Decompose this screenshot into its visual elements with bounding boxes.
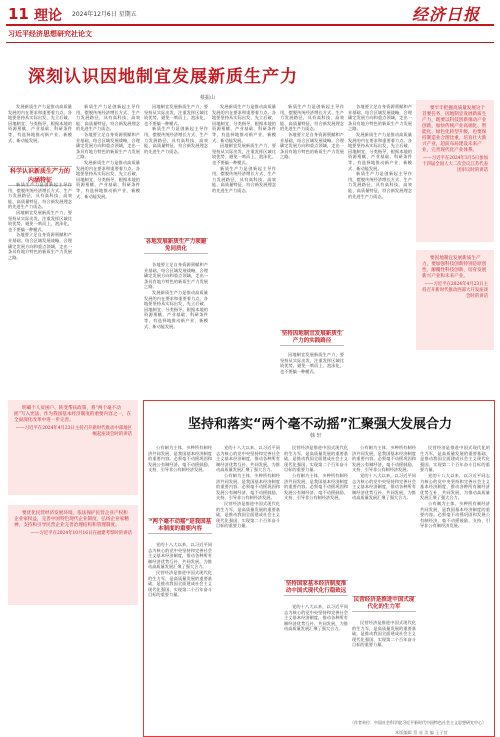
article2-paragraph: 党的十八大以来，以习近平同志为核心的党中央坚持和完善社会主义基本经济制度，推动各种所有制经济优势互补、共同发展，为推动高质量发展汇聚了强大合力。 — [216, 445, 280, 473]
issue-date: 2024年12月6日 星期五 — [72, 11, 137, 18]
column-label: 习近平经济思想研究社论文 — [8, 30, 92, 38]
article1-paragraph: 新质生产力是创新起主导作用，摆脱传统经济增长方式、生产力发展路径，具有高科技、高效能、高质量特征，符合新发展理念的先进生产力质态。 — [144, 126, 208, 154]
article2-paragraph: 党的十八大以来，以习近平同志为核心的党中央坚持和完善社会主义基本经济制度，推动各种所有制经济优势互补、共同发展，为推动高质量发展汇聚了强大合力。 — [148, 542, 212, 570]
article2-paragraph: 民营经济是推进中国式现代化的生力军，是高质量发展的重要基础，是推动我国全面建成社会主义现代化强国、实现第二个百年奋斗目标的重要力量。 — [284, 445, 348, 473]
article2-paragraph: 党的十八大以来，以习近平同志为核心的党中央坚持和完善社会主义基本经济制度，推动各种所有制经济优势互补、共同发展，为推动高质量发展汇聚了强大合力。 — [352, 472, 416, 501]
page-number: 11 — [8, 5, 29, 23]
article2-paragraph: 民营经济是推进中国式现代化的生力军，是高质量发展的重要基础，是推动我国全面建成社会主义现代化强国、实现第二个百年奋斗目标的重要力量。 — [420, 445, 490, 473]
sidebar-source: ——习近平在2024年3月5日参加十四届全国人大二次会议江苏代表团审议时的讲话 — [422, 156, 488, 173]
article1-paragraph: 发展新质生产力是推动高质量发展的内在要求和重要着力点。各地要坚持从实际出发，先立后破、因地制宜、分类指导，根据本地的资源禀赋、产业基础、科研条件等，有选择地推动新产业、新模式、新动能发展。 — [348, 131, 412, 171]
article1-subhead: 坚持因地制宜发展新质生产力的实践路径 — [281, 331, 343, 344]
article1-column — [8, 104, 72, 164]
article2-paragraph: 公有制为主体、多种所有制经济共同发展，是我国基本经济制度的重要内容。必须毫不动摇巩固和发展公有制经济，毫不动摇鼓励、支持、引导非公有制经济发展。 — [352, 445, 416, 473]
article1-paragraph: 新质生产力是创新起主导作用，摆脱传统经济增长方式、生产力发展路径，具有高科技、高效能、高质量特征，符合新发展理念的先进生产力质态。 — [76, 104, 140, 132]
article1-paragraph: 新质生产力是创新起主导作用，摆脱传统经济增长方式、生产力发展路径，具有高科技、高效能、高质量特征，符合新发展理念的先进生产力质态。 — [280, 104, 344, 132]
article1-paragraph: 因地制宜发展新质生产力，要坚持从实际出发，注重发挥区域比较优势，避免一哄而上、泡沫化，也不要搞一种模式。 — [212, 143, 276, 165]
article1-column — [280, 352, 344, 397]
article1-paragraph: 因地制宜发展新质生产力，要坚持从实际出发，注重发挥区域比较优势，避免一哄而上、泡沫化，也不要搞一种模式。 — [144, 104, 208, 126]
article1-paragraph: 各地要立足自身资源禀赋和产业基础，结合区域发展战略，合理确定发展方向和重点领域，走出一条具有地方特色的新质生产力发展之路。 — [280, 131, 344, 160]
article2-paragraph: 民营经济是推进中国式现代化的生力军，是高质量发展的重要基础，是推动我国全面建成社会主义现代化强国、实现第二个百年奋斗目标的重要力量。 — [216, 500, 280, 529]
article1-paragraph: 因地制宜发展新质生产力，要坚持从实际出发，注重发挥区域比较优势，避免一哄而上、泡沫化，也不要搞一种模式。 — [8, 209, 72, 232]
article2-column — [216, 445, 280, 732]
article1-paragraph: 因地制宜发展新质生产力，要坚持从实际出发，注重发挥区域比较优势，避免一哄而上、泡沫化，也不要搞一种模式。 — [280, 352, 344, 374]
quote-sidebar — [8, 400, 138, 495]
article2-subhead: 坚持国家基本经济制度推动中国式现代化行稳致远 — [285, 581, 347, 594]
quote-sidebar — [8, 505, 138, 605]
quote-sidebar — [416, 100, 494, 242]
article2-author: 韩 轩 — [310, 433, 322, 439]
header-rule — [6, 24, 494, 26]
article1-paragraph: 各地要立足自身资源禀赋和产业基础，结合区域发展战略，合理确定发展方向和重点领域，走出一条具有地方特色的新质生产力发展之路。 — [76, 131, 140, 160]
article1-paragraph: 各地要立足自身资源禀赋和产业基础，结合区域发展战略，合理确定发展方向和重点领域，走出一条具有地方特色的新质生产力发展之路。 — [348, 104, 412, 132]
article2-paragraph: 民营经济是推进中国式现代化的生力军，是高质量发展的重要基础，是推动我国全面建成社会主义现代化强国、实现第二个百年奋斗目标的重要力量。 — [352, 620, 416, 648]
quote-sidebar — [416, 250, 494, 350]
sidebar-quote: 要牢牢把握高质量发展这个首要任务，因地制宜发展新质生产力，既要以科技创新推动产业创新，加快传统产业高端化、智能化、绿色化转型升级，也要保持制造业合理比重，培育壮大新兴产业，超前布局建设未来产业，完善现代化产业体系。 — [422, 106, 487, 153]
article2-column — [420, 445, 490, 715]
article1-paragraph: 各地要立足自身资源禀赋和产业基础，结合区域发展战略，合理确定发展方向和重点领域，走出一条具有地方特色的新质生产力发展之路。 — [8, 232, 72, 260]
article2-paragraph: 公有制为主体、多种所有制经济共同发展，是我国基本经济制度的重要内容。必须毫不动摇巩固和发展公有制经济，毫不动摇鼓励、支持、引导非公有制经济发展。 — [148, 445, 212, 473]
page-section-name: 理论 — [34, 8, 62, 24]
article2-column — [284, 604, 348, 732]
article2-paragraph: 公有制为主体、多种所有制经济共同发展，是我国基本经济制度的重要内容。必须毫不动摇巩固和发展公有制经济，毫不动摇鼓励、支持、引导非公有制经济发展。 — [216, 472, 280, 501]
article1-column — [212, 104, 276, 397]
article2-column — [352, 445, 416, 595]
article2-headline: 坚持和落实“两个毫不动摇”汇聚强大发展合力 — [187, 417, 453, 432]
article1-paragraph: 新质生产力是创新起主导作用，摆脱传统经济增长方式、生产力发展路径，具有高科技、高效能、高质量特征，符合新发展理念的先进生产力质态。 — [8, 182, 72, 210]
article1-paragraph: 发展新质生产力是推动高质量发展的内在要求和重要着力点。各地要坚持从实际出发，先立后破、因地制宜、分类指导，根据本地的资源禀赋、产业基础、科研条件等，有选择地推动新产业、新模式、新动能发展。 — [144, 289, 208, 329]
article1-subhead: 各地发展新质生产力须避免同质化 — [145, 239, 207, 252]
article2-column — [284, 445, 348, 575]
article1-column — [8, 182, 72, 397]
sidebar-quote: 要优化民营经济发展环境，依法保护民营企业产权和企业家权益，完善中国特色现代企业制度，弘扬企业家精神，支持和引导民营企业完善治理结构和管理制度。 — [14, 511, 129, 528]
article2-column — [148, 445, 212, 515]
sidebar-quote: 明确个人贫困户、转变帮扶政策，将“两个毫不动摇”写入宪法，作为我国基本经济制度的重要内容之一，在全面深化改革中进一步完善。 — [14, 406, 132, 423]
article1-column — [76, 104, 140, 397]
article1-paragraph: 各地要立足自身资源禀赋和产业基础，结合区域发展战略，合理确定发展方向和重点领域，走出一条具有地方特色的新质生产力发展之路。 — [144, 262, 208, 290]
article2-column — [352, 620, 416, 718]
article2-column — [148, 542, 212, 732]
article2-subhead: “两个毫不动摇”是我国基本制度的重要内容 — [148, 519, 212, 532]
article1-paragraph: 新质生产力是创新起主导作用，摆脱传统经济增长方式、生产力发展路径，具有高科技、高效能、高质量特征，符合新发展理念的先进生产力质态。 — [348, 171, 412, 199]
article1-column — [280, 104, 344, 329]
sidebar-quote: 要因地制宜发展新质生产力，要加强科技创新特别是原创性、颠覆性科技创新，培育发展新兴产业和未来产业。 — [422, 256, 487, 279]
article2-paragraph: 民营经济是推进中国式现代化的生力军，是高质量发展的重要基础，是推动我国全面建成社会主义现代化强国、实现第二个百年奋斗目标的重要力量。 — [148, 569, 212, 598]
header-rule-thin — [6, 42, 494, 43]
sidebar-source: ——习近平在2024年4月23日主持召开新时代推动中部地区崛起座谈会时的讲话 — [15, 426, 132, 437]
newspaper-logo: 经济日报 — [412, 5, 481, 24]
article1-paragraph: 发展新质生产力是推动高质量发展的内在要求和重要着力点。各地要坚持从实际出发，先立后破、因地制宜、分类指导，根据本地的资源禀赋、产业基础、科研条件等，有选择地推动新产业、新模式、新动能发展。 — [212, 104, 276, 143]
article1-column — [144, 104, 208, 234]
article1-subhead: 科学认识新质生产力的内涵特征 — [9, 168, 70, 184]
author-affiliation-note: （作者单位：中国社会科学院习近平新时代中国特色社会主义思想研究中心） — [350, 720, 486, 725]
article1-headline: 深刻认识因地制宜发展新质生产力 — [28, 67, 298, 87]
article1-column — [144, 262, 208, 397]
article1-author: 蔡振山 — [200, 95, 216, 101]
article2-paragraph: 党的十八大以来，以习近平同志为核心的党中央坚持和完善社会主义基本经济制度，推动各种所有制经济优势互补、共同发展，为推动高质量发展汇聚了强大合力。 — [284, 604, 348, 632]
sidebar-source: ——习近平在2024年4月23日主持召开新时代推动西部大开发座谈会时的讲话 — [422, 282, 488, 299]
article1-column — [348, 104, 412, 397]
article1-paragraph: 发展新质生产力是推动高质量发展的内在要求和重要着力点。各地要坚持从实际出发，先立后破、因地制宜、分类指导，根据本地的资源禀赋、产业基础、科研条件等，有选择地推动新产业、新模式、新动能发展。 — [8, 104, 72, 143]
article1-paragraph: 新质生产力是创新起主导作用，摆脱传统经济增长方式、生产力发展路径，具有高科技、高效能、高质量特征，符合新发展理念的先进生产力质态。 — [212, 165, 276, 193]
article2-paragraph: 公有制为主体、多种所有制经济共同发展，是我国基本经济制度的重要内容。必须毫不动摇巩固和发展公有制经济，毫不动摇鼓励、支持、引导非公有制经济发展。 — [420, 500, 490, 529]
page-editor-credits: 本版编辑 蔡 遥 美 编 王子萱 — [395, 730, 448, 735]
sidebar-source: ——习近平在2024年10月16日在福建考察时的讲话 — [30, 531, 132, 536]
article2-paragraph: 党的十八大以来，以习近平同志为核心的党中央坚持和完善社会主义基本经济制度，推动各种所有制经济优势互补、共同发展，为推动高质量发展汇聚了强大合力。 — [420, 472, 490, 501]
article2-subhead: 民营经济是推进中国式现代化的生力军 — [353, 597, 415, 610]
article2-paragraph: 公有制为主体、多种所有制经济共同发展，是我国基本经济制度的重要内容。必须毫不动摇巩固和发展公有制经济，毫不动摇鼓励、支持、引导非公有制经济发展。 — [284, 472, 348, 501]
article1-paragraph: 发展新质生产力是推动高质量发展的内在要求和重要着力点。各地要坚持从实际出发，先立后破、因地制宜、分类指导，根据本地的资源禀赋、产业基础、科研条件等，有选择地推动新产业、新模式、新动能发展。 — [76, 159, 140, 199]
